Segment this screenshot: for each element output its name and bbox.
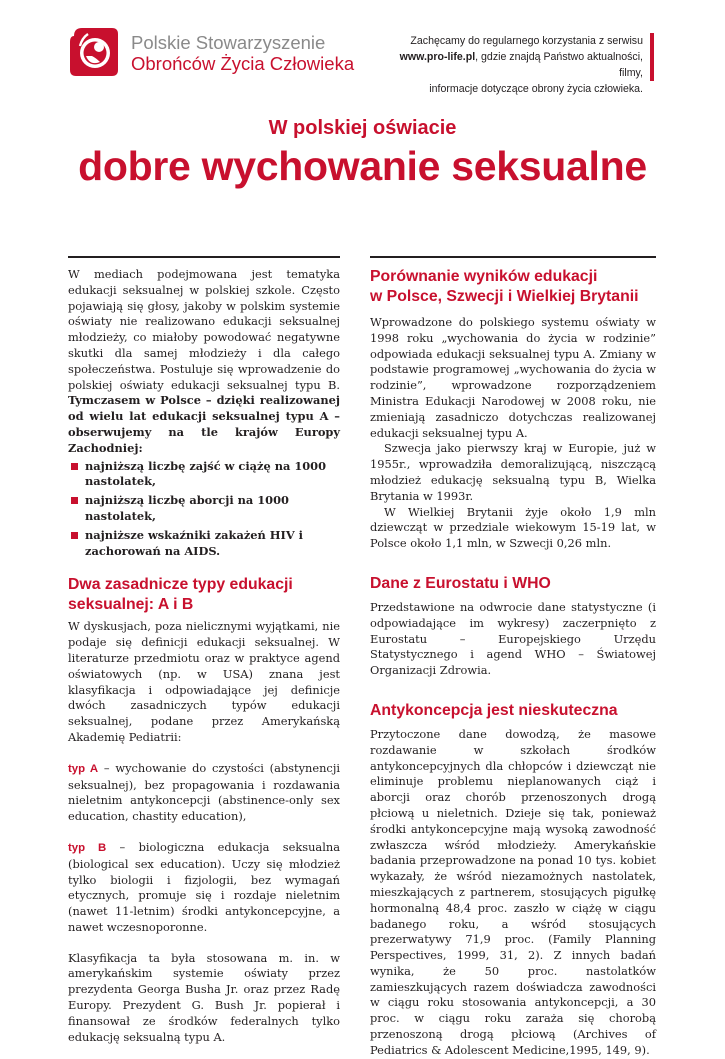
list-item-text: najniższą liczbę aborcji na 1000 nastolatek, bbox=[85, 493, 289, 523]
header-info-line3: informacje dotyczące obrony życia człowieka. bbox=[429, 83, 643, 95]
header-info bbox=[373, 33, 643, 97]
contraception-paragraph: Przytoczone dane dowodzą, że masowe rozdawanie w szkołach środków antykoncepcyjnych dla chłopców i dziewcząt nie eliminuje problemu nieplanowanych ciąż i aborcji oraz chorób przenoszonych drogą płciową u nieletnich. Dzieje się tak, ponieważ środki antykoncepcyjne mają wysoką zawodność zwłaszcza wśród młodzieży. Amerykańskie badania przeprowadzone na ponad 10 tys. kobiet wykazały, że wśród niezamożnych nastolatek, mieszkających z partnerem, stosujących pigułkę hormonalną 48,4 proc. zaszło w ciążę w ciągu badanego roku, a wśród stosujących prezerwatywy 71,9 proc. (Family Planning Perspectives, 1999, 31, 2). Z innych badań wynika, że 50 proc. nastolatków zamieszkujących razem doświadcza zawodności w ciągu roku stosowania antykoncepcji, a 30 proc. w ciągu roku zaraża się chorobą przenoszoną drogą płciową (Archives of Pediatrics & Adolescent Medicine,1995, 149, 9). bbox=[370, 726, 656, 1057]
comparison-paragraph-1: Wprowadzone do polskiego systemu oświaty w 1998 roku „wychowania do życia w rodzinie” odpowiada edukacji seksualnej typu A. Zmiany w podstawie programowej „wychowania do życia w rodzinie”, wprowadzone rozporządzeniem Ministra Edukacji Narodowej w 2008 roku, nie zmieniają zasadniczo dotychczas realizowanej edukacji seksualnej typu A. bbox=[370, 315, 656, 440]
list-item bbox=[68, 528, 340, 560]
intro-paragraph bbox=[68, 267, 340, 457]
left-column bbox=[68, 267, 340, 1045]
bullet-square-icon bbox=[71, 463, 78, 470]
type-a-text: – wychowanie do czystości (abstynencji seksualnej), bez propagowania i rozdawania nieletnim antykoncepcji (abstinence-only sex education, chastity education), bbox=[68, 760, 340, 824]
type-b-label: typ B bbox=[68, 841, 107, 854]
list-item-text: najniższą liczbę zajść w ciążę na 1000 nastolatek, bbox=[85, 458, 327, 489]
eurostat-paragraph: Przedstawione na odwrocie dane statystyczne (i odpowiadające im wykresy) zaczerpnięto z Eurostatu – Europejskiego Urzędu Statystycznego i agend WHO – Światowej Organizacji Zdrowia. bbox=[370, 599, 656, 678]
left-column-rule bbox=[68, 256, 340, 258]
types-paragraph: W dyskusjach, poza nielicznymi wyjątkami, nie podaje się definicji edukacji seksualnej. W literaturze przedmiotu oraz w praktyce agend oświatowych (np. w USA) znana jest klasyfikacja i odpowiadające jej definicje dwóch zasadniczych typów edukacji seksualnej, podane przez Amerykańską Akademię Pediatrii: bbox=[68, 619, 340, 744]
organization-name bbox=[131, 32, 354, 74]
statistics-list bbox=[68, 459, 340, 560]
org-name-line2: Obrońców Życia Człowieka bbox=[131, 53, 355, 74]
section-heading-contraception: Antykoncepcja jest nieskuteczna bbox=[370, 701, 618, 719]
section-heading-types bbox=[68, 575, 340, 615]
classification-paragraph: Klasyfikacja ta była stosowana m. in. w amerykańskim systemie oświaty przez prezydenta Georga Busha Jr. oraz przez Radę Europy. Prezydent G. Bush Jr. popierał i finansował ze środków federalnych tylko edukację seksualną typu A. bbox=[68, 950, 340, 1044]
comparison-paragraph-2: Szwecja jako pierwszy kraj w Europie, już w 1955r., wprowadziła demoralizującą, niszczącą młodzież edukację seksualną typu B, Wielka Brytania w 1993r. bbox=[370, 441, 656, 503]
type-a-definition bbox=[68, 761, 340, 825]
heading-line: Porównanie wyników edukacji bbox=[370, 268, 598, 285]
bullet-square-icon bbox=[71, 532, 78, 539]
page-subtitle: W polskiej oświacie bbox=[268, 117, 457, 139]
page-title: dobre wychowanie seksualne bbox=[78, 143, 647, 189]
list-item bbox=[68, 459, 340, 491]
intro-bold-text: Tymczasem w Polsce – dzięki realizowanej od wielu lat edukacji seksualnej typu A – obserwujemy na tle krajów Europy Zachodniej: bbox=[68, 393, 340, 455]
header-info-line2 bbox=[373, 49, 643, 81]
intro-text: W mediach podejmowana jest tematyka edukacji seksualnej w polskiej szkole. Często pojawiają się głosy, jakoby w polskim systemie oświaty nie realizowano edukacji seksualnej młodzieży, co miałoby powodować negatywne skutki dla samej młodzieży i dla całego społeczeństwa. Postuluje się wprowadzenie do polskiej oświaty edukacji seksualnej typu B. bbox=[68, 267, 340, 392]
type-a-label: typ A bbox=[68, 762, 99, 775]
right-column bbox=[370, 267, 656, 1059]
list-item-text: najniższe wskaźniki zakażeń HIV i zachorowań na AIDS. bbox=[85, 527, 304, 558]
right-column-rule bbox=[370, 256, 656, 258]
header-info-line2-rest: , gdzie znajdą Państwo aktualności, filmy, bbox=[475, 51, 643, 79]
heading-line: Dwa zasadnicze typy edukacji bbox=[68, 576, 293, 594]
org-name-line1: Polskie Stowarzyszenie bbox=[131, 32, 326, 53]
bullet-square-icon bbox=[71, 497, 78, 504]
type-b-definition bbox=[68, 840, 340, 936]
type-b-text: – biologiczna edukacja seksualna (biological sex education). Uczy się młodzież tylko biologii i fizjologii, bez wymagań etycznych, promuje się i rozdaje nieletnim (nawet 11-letnim) środki antykoncepcyjne, a nawet wczesnoporonne. bbox=[68, 839, 340, 934]
section-heading-eurostat: Dane z Eurostatu i WHO bbox=[370, 574, 551, 592]
list-item bbox=[68, 493, 340, 525]
website-link[interactable]: www.pro-life.pl bbox=[399, 51, 476, 63]
comparison-paragraph-3: W Wielkiej Brytanii żyje około 1,9 mln dziewcząt w przedziale wiekowym 15-19 lat, w Polsce około 1,1 mln, w Szwecji 0,26 mln. bbox=[370, 504, 656, 551]
heading-line: w Polsce, Szwecji i Wielkiej Brytanii bbox=[370, 288, 639, 305]
section-heading-comparison bbox=[370, 267, 656, 307]
header-accent-bar bbox=[650, 33, 654, 81]
organization-logo-icon bbox=[68, 26, 120, 78]
heading-line: seksualnej: A i B bbox=[68, 596, 194, 614]
header-info-line1: Zachęcamy do regularnego korzystania z serwisu bbox=[410, 35, 643, 47]
